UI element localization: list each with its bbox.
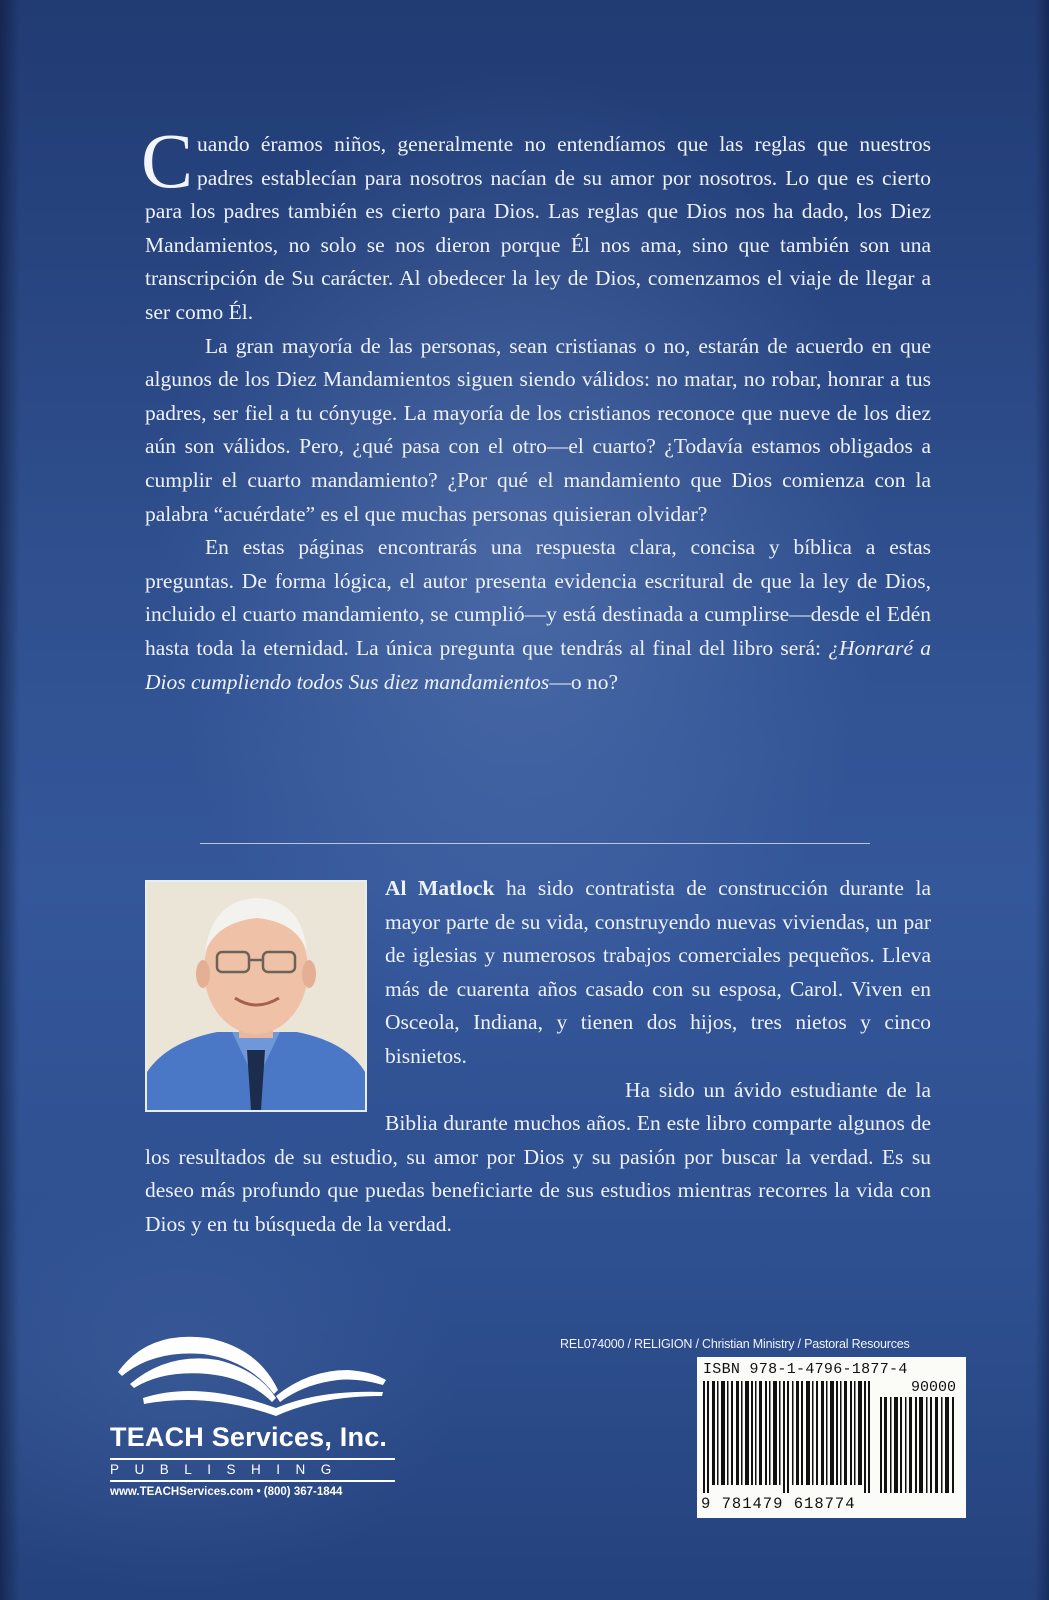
blurb-paragraph-1 <box>141 117 931 330</box>
ean-barcode-bars <box>703 1381 873 1493</box>
open-book-icon <box>108 1330 398 1425</box>
isbn-number: ISBN 978-1-4796-1877-4 <box>703 1361 908 1378</box>
blurb-paragraph-3-end: —o no? <box>549 669 618 694</box>
price-barcode-bars <box>880 1397 960 1493</box>
photo-spacer <box>145 872 385 1117</box>
publisher-logo <box>108 1330 398 1510</box>
author-name: Al Matlock <box>385 876 495 900</box>
blurb-question-italic: ¿Honraré a Dios cumpliendo todos Sus diez mandamientos <box>145 635 931 694</box>
blurb-paragraph-2: La gran mayoría de las personas, sean cristianas o no, estarán de acuerdo en que algunos de los Diez Mandamientos siguen siendo válidos: no matar, no robar, honrar a tus padres, ser fiel a tu cónyuge. La mayoría de los cristianos reconoce que nueve de los diez aún son válidos. Pero, ¿qué pasa con el otro—el cuarto? ¿Todavía estamos obligados a cumplir el cuarto mandamiento? ¿Por qué el mandamiento que Dios comienza con la palabra “acuérdate” es el que muchas personas quisieran olvidar? <box>145 333 931 526</box>
isbn-barcode <box>697 1357 966 1518</box>
ean-number: 9 781479 618774 <box>701 1495 856 1513</box>
author-bio <box>145 872 931 1242</box>
blurb-paragraph-3-text: En estas páginas encontrarás una respuesta clara, concisa y bíblica a estas preguntas. De forma lógica, el autor presenta evidencia escritural de que la ley de Dios, incluido el cuarto mandamiento, se cumplió—y está destinada a cumplirse—desde el Edén hasta toda la eternidad. La única pregunta que tendrás al final del libro será: <box>145 535 931 660</box>
publisher-name: TEACH Services, Inc. <box>110 1422 388 1452</box>
bisac-category: REL074000 / RELIGION / Christian Ministry / Pastoral Resources <box>560 1337 910 1351</box>
publisher-subtitle: PUBLISHING <box>110 1458 395 1482</box>
blurb-paragraph-1-text: uando éramos niños, generalmente no entendíamos que las reglas que nuestros padres establecían para nosotros nacían de su amor por nosotros. Lo que es cierto para los padres también es cierto para Dios. Las reglas que Dios nos ha dado, los Diez Mandamientos, no solo se nos dieron porque Él nos ama, sino que también son una transcripción de Su carácter. Al obedecer la ley de Dios, comenzamos el viaje de llegar a ser como Él. <box>145 132 931 324</box>
price-code: 90000 <box>910 1379 956 1396</box>
drop-cap: C <box>141 117 194 204</box>
bio-paragraph-2: Ha sido un ávido estudiante de la Biblia durante muchos años. En este libro comparte algunos de los resultados de su estudio, su amor por Dios y su pasión por buscar la verdad. Es su deseo más profundo que puedas beneficiarte de sus estudios mientras recorres la vida con Dios y en tu búsqueda de la verdad. <box>145 1077 931 1236</box>
publisher-contact: www.TEACHServices.com • (800) 367-1844 <box>110 1486 343 1498</box>
section-divider <box>200 843 870 844</box>
cover-blurb <box>141 117 931 699</box>
bio-paragraph-1-text: ha sido contratista de construcción durante la mayor parte de su vida, construyendo nuevas viviendas, un par de iglesias y numerosos trabajos comerciales pequeños. Lleva más de cuarenta años casado con su esposa, Carol. Viven en Osceola, Indiana, y tienen dos hijos, tres nietos y cinco bisnietos. <box>385 876 931 1068</box>
blurb-paragraph-3 <box>145 531 931 699</box>
